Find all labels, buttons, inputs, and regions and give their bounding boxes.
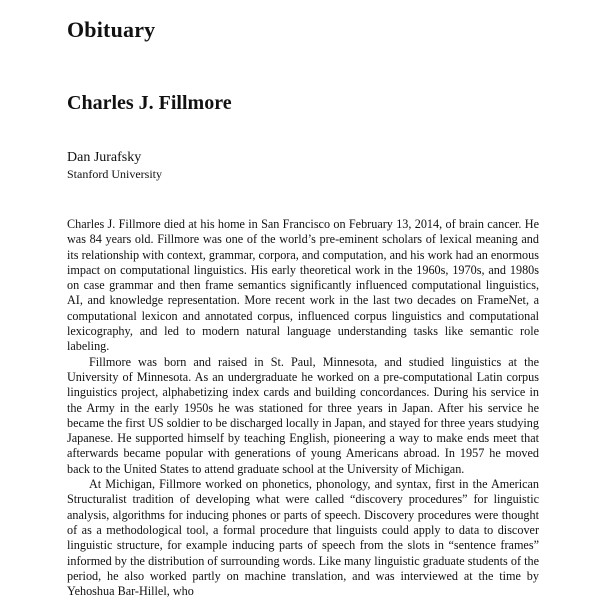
- author-affiliation: Stanford University: [67, 167, 162, 181]
- section-title: Obituary: [67, 17, 156, 42]
- author-name: Dan Jurafsky: [67, 150, 142, 165]
- paragraph: Fillmore was born and raised in St. Paul, Minnesota, and studied linguistics at the University of Minnesota. As an undergraduate he worked on a pre-computational Latin corpus linguistics project, alphabetizing index cards and building concordances. During his service in the Army in the early 1950s he was stationed for three years in Japan. After his service he became the first US soldier to be discharged locally in Japan, and stayed for three years studying Japanese. He supported himself by teaching English, pioneering a way to make ends meet that afterwards became popular with generations of young Americans abroad. In 1957 he moved back to the United States to attend graduate school at the University of Michigan.: [67, 354, 539, 476]
- paragraph: At Michigan, Fillmore worked on phonetics, phonology, and syntax, first in the American Structuralist tradition of developing what were called “discovery procedures” for linguistic analysis, algorithms for inducing phones or parts of speech. Discovery procedures were thought of as a methodological tool, a formal procedure that linguists could apply to data to discover linguistic structure, for example inducing parts of speech from the slots in “sentence frames” informed by the distribution of surrounding words. Like many linguistic graduate students of the period, he also worked partly on machine translation, and was interviewed at the time by Yehoshua Bar-Hillel, who: [67, 477, 539, 599]
- paragraph: Charles J. Fillmore died at his home in San Francisco on February 13, 2014, of brain cancer. He was 84 years old. Fillmore was one of the world’s pre-eminent scholars of lexical meaning and its relationship with context, grammar, corpora, and computation, and his work had an enormous impact on computational linguistics. His early theoretical work in the 1960s, 1970s, and 1980s on case grammar and then frame semantics significantly influenced computational linguistics, AI, and knowledge representation. More recent work in the last two decades on FrameNet, a computational lexicon and annotated corpus, influenced corpus linguistics and computational lexicography, and led to modern natural language understanding tasks like semantic role labeling.: [67, 217, 539, 354]
- article-title: Charles J. Fillmore: [67, 92, 232, 114]
- article-body: [67, 217, 539, 599]
